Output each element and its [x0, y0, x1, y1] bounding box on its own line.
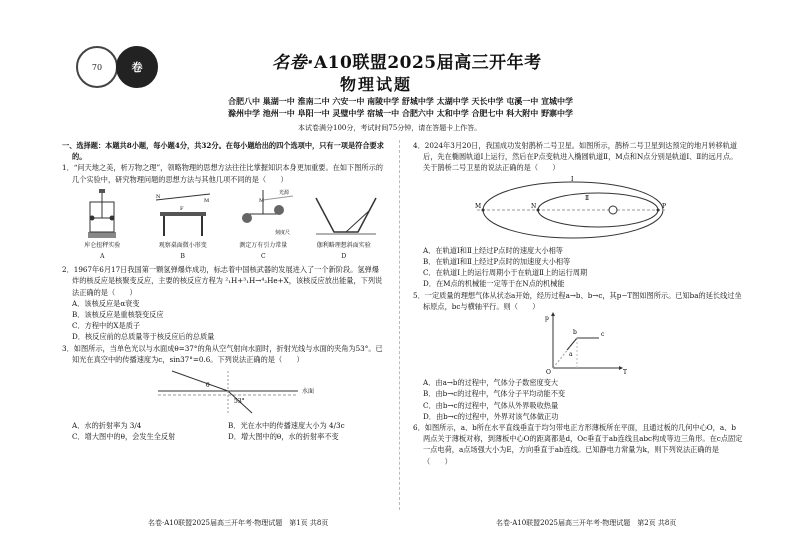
- axis-t-label: T: [623, 369, 628, 375]
- q5-pt-graph: [413, 312, 743, 374]
- q4-option-b: B．在轨道Ⅰ和Ⅱ上经过P点时的加速度大小相等: [423, 257, 571, 267]
- orbit-n-label: N: [531, 202, 537, 210]
- exam-brand-logo: [116, 46, 158, 88]
- q3-options-row-2: [62, 431, 384, 442]
- q2-option-d: D．核反应前的总质量等于核反应后的总质量: [72, 332, 215, 342]
- q5-option-c: C．由b→c的过程中，气体从外界吸收热量: [423, 400, 559, 410]
- fig-label: A: [100, 253, 105, 261]
- q5-option-d: D．由b→c的过程中，外界对该气体做正功: [423, 411, 559, 421]
- axis-p-label: p: [545, 315, 549, 323]
- state-b-label: b: [573, 329, 577, 337]
- footer-right: 名卷·A10联盟2025届高三开年考·物理试题 第2页 共8页: [496, 519, 677, 527]
- orbit-p-label: P: [662, 202, 667, 210]
- question-6: 6．如图所示，a、b所在水平直线垂直于均匀带电正方形薄板所在平面，且通过板的几何中心O，a、b两点关于薄板对称，到薄板中心O的距离都是d，Oc垂直于ab连线且abc构成等边三角形。在c点固定一点电荷，a点场强大小为E，方向垂直于ab连线。已知静电力常量为k，则下列说法正确的是（ ）: [413, 423, 743, 466]
- fig-caption: 库仑扭秤实验: [84, 241, 121, 249]
- question-3: 3．如图所示，当单色光以与水面成θ=37°的角从空气射向水面时，折射光线与水面的夹角为53°。已知光在真空中的传播速度为c，sin37°=0.6。下列说法正确的是（ ）: [62, 343, 383, 364]
- school-logo: [76, 46, 118, 88]
- q3-option-c: C．增大图中的θ，会发生全反射: [72, 432, 176, 442]
- svg-text:M: M: [259, 197, 265, 204]
- orbit-i-label: Ⅰ: [571, 175, 574, 183]
- logo-text: 70: [91, 62, 103, 72]
- brand-text: 名卷·: [272, 53, 314, 73]
- fig-label: D: [341, 253, 347, 261]
- schools-row-1: 合肥八中 巢湖一中 淮南二中 六安一中 南陵中学 舒城中学 太湖中学 天长中学 屯溪一中 宣城中学: [228, 96, 574, 106]
- q2-option-a: A．该核反应是α衰变: [72, 298, 140, 308]
- fig-label: C: [260, 253, 266, 261]
- orbit-m-label: M: [475, 202, 482, 210]
- q4-option-a: A．在轨道Ⅰ和Ⅱ上经过P点时的速度大小相等: [423, 245, 563, 255]
- title-text: A10联盟2025届高三开年考: [313, 53, 542, 73]
- svg-text:刻度尺: 刻度尺: [275, 229, 291, 236]
- question-5: 5．一定质量的理想气体从状态a开始，经历过程a→b、b→c，其p−T图如图所示。已知ba的延长线过坐标原点，bc与横轴平行。则（ ）: [413, 290, 742, 311]
- q1-figures: [62, 188, 384, 262]
- question-4: 4．2024年3月20日，我国成功发射鹊桥二号卫星。如图所示，鹊桥二号卫星到达预定的地月转移轨道后，先在椭圆轨道Ⅰ上运行，然后在P点变轨进入椭圆轨道Ⅱ，M点和N点分别是轨道Ⅰ、Ⅱ的远月点。关于鹊桥二号卫星的说法正确的是（ ）: [413, 141, 738, 173]
- q3-option-d: D．增大图中的θ，水的折射率不变: [228, 432, 339, 442]
- logo-text: 卷: [131, 61, 143, 74]
- exam-note: 本试卷满分100分，考试时间75分钟，请在答题卡上作答。: [298, 124, 482, 132]
- subject-title: 物理试题: [340, 75, 413, 94]
- left-column: [62, 140, 384, 443]
- q3-option-a: A．水的折射率为 3/4: [72, 421, 142, 431]
- question-2: 2．1967年6月17日我国第一颗氢弹爆炸成功，标志着中国核武器的发展进入了一个新阶段。氢弹爆炸的核反应是核聚变反应，主要的核反应方程为 ²₁H+³₁H→⁴₂He+X，该核反应放出能量，下列说法正确的是（ ）: [62, 265, 383, 297]
- state-c-label: c: [601, 331, 605, 339]
- footer-left: 名卷·A10联盟2025届高三开年考·物理试题 第1页 共8页: [148, 519, 329, 527]
- schools-row-2: 滁州中学 池州一中 阜阳一中 灵璧中学 宿城一中 合肥六中 太和中学 合肥七中 科大附中 野寨中学: [228, 108, 574, 118]
- svg-text:M: M: [203, 197, 209, 204]
- fig-ideal-incline: [314, 188, 374, 262]
- q4-orbit-figure: [413, 174, 743, 242]
- q4-option-d: D．在M点的机械能一定等于在N点的机械能: [423, 279, 565, 289]
- fig-desk-deformation: [153, 188, 213, 262]
- fig-label: B: [180, 253, 185, 261]
- torsion-balance-figure: [80, 188, 124, 240]
- q2-option-c: C．方程中的X是质子: [72, 321, 141, 331]
- cavendish-figure: [233, 188, 297, 240]
- exam-title: [272, 48, 542, 73]
- origin-label: O: [546, 369, 551, 375]
- question-1: 1．“问天地之美，析万物之理”，领略物理的思想方法往往比掌握知识本身更加重要。在如下图所示的几个实验中，研究物理问题的思想方法与其他几项不同的是（ ）: [62, 163, 383, 184]
- q3-option-b: B．光在水中的传播速度大小为 4/3c: [228, 421, 345, 431]
- state-a-label: a: [569, 351, 573, 359]
- desk-deformation-figure: [154, 188, 212, 240]
- water-surface-label: 水面: [302, 388, 315, 396]
- fig-gravitation-constant: [233, 188, 293, 262]
- fig-caption: 伽利略理想斜面实验: [316, 241, 371, 249]
- q2-option-b: B．该核反应是重核裂变反应: [72, 310, 164, 320]
- fig-torsion-balance: [72, 188, 132, 262]
- q5-option-a: A．由a→b的过程中，气体分子数密度变大: [423, 378, 559, 388]
- angle-label: 53°: [234, 398, 245, 406]
- svg-text:F: F: [179, 205, 184, 212]
- column-divider: [399, 140, 400, 510]
- q3-refraction-figure: [62, 365, 384, 417]
- svg-text:N: N: [155, 193, 161, 200]
- svg-text:光源: 光源: [279, 189, 290, 196]
- orbit-ii-label: Ⅱ: [585, 194, 590, 202]
- q4-option-c: C．在轨道Ⅰ上的运行周期小于在轨道Ⅱ上的运行周期: [423, 268, 588, 278]
- fig-caption: 观察桌面微小形变: [158, 241, 207, 249]
- theta-label: θ: [206, 382, 210, 390]
- incline-figure: [314, 188, 378, 240]
- fig-caption: 测定万有引力常量: [239, 241, 288, 249]
- q3-options-row-1: [62, 420, 384, 431]
- right-column: [413, 140, 743, 467]
- q5-option-b: B．由b→c的过程中，气体分子平均动能不变: [423, 389, 566, 399]
- section-heading: 一、选择题：本题共8小题，每小题4分，共32分。在每小题给出的四个选项中，只有一项是符合要求的。: [62, 141, 384, 162]
